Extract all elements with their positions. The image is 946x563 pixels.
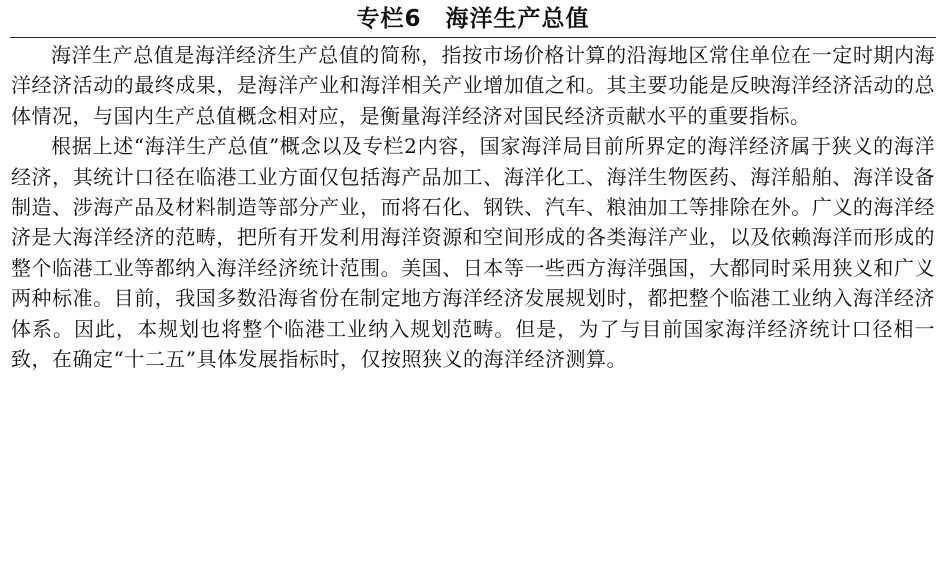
box-title: 专栏6 海洋生产总值 [356, 6, 590, 32]
title-underline [10, 37, 936, 38]
paragraph-scope: 根据上述“海洋生产总值”概念以及专栏2内容，国家海洋局目前所界定的海洋经济属于狭义的海洋经济，其统计口径在临港工业方面仅包括海产品加工、海洋化工、海洋生物医药、海洋船舶、海洋设备制造、涉海产品及材料制造等部分产业，而将石化、钢铁、汽车、粮油加工等排除在外。广义的海洋经济是大海洋经济的范畴，把所有开发利用海洋资源和空间形成的各类海洋产业，以及依赖海洋而形成的整个临港工业等都纳入海洋经济统计范围。美国、日本等一些西方海洋强国，大都同时采用狭义和广义两种标准。目前，我国多数沿海省份在制定地方海洋经济发展规划时，都把整个临港工业纳入海洋经济体系。因此，本规划也将整个临港工业纳入规划范畴。但是，为了与目前国家海洋经济统计口径相一致，在确定“十二五”具体发展指标时，仅按照狭义的海洋经济测算。 [11, 134, 935, 372]
box-body [11, 40, 935, 374]
paragraph-definition: 海洋生产总值是海洋经济生产总值的简称，指按市场价格计算的沿海地区常住单位在一定时期内海洋经济活动的最终成果，是海洋产业和海洋相关产业增加值之和。其主要功能是反映海洋经济活动的总体情况，与国内生产总值概念相对应，是衡量海洋经济对国民经济贡献水平的重要指标。 [11, 43, 935, 128]
